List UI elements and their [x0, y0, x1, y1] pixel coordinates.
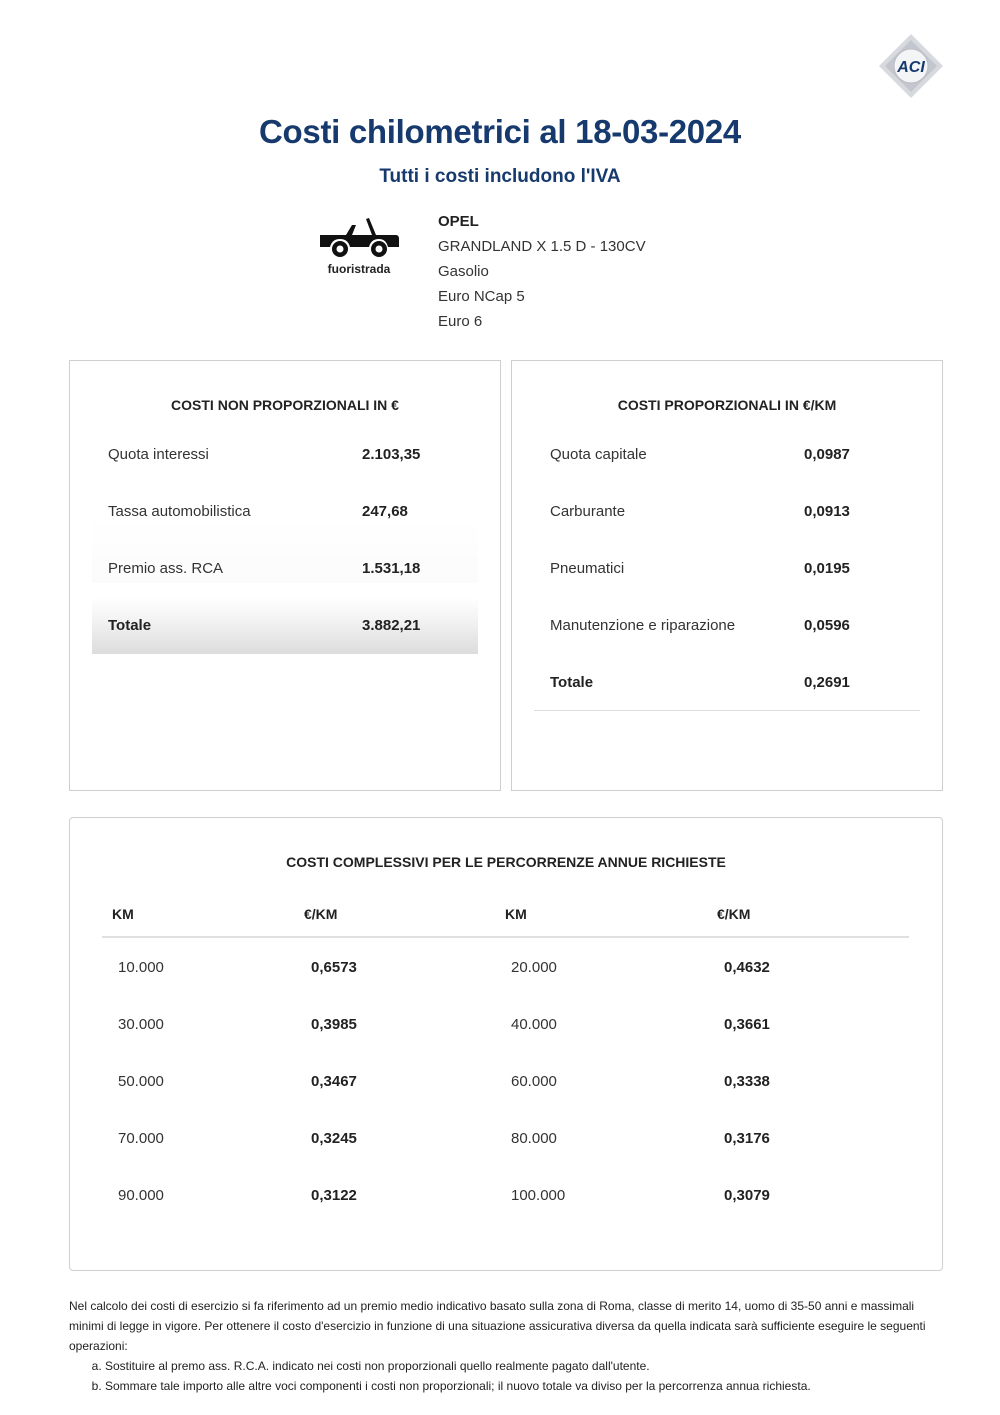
cost-label: Manutenzione e riparazione: [550, 617, 736, 634]
column-header-km: KM: [112, 906, 134, 922]
km-cell: 80.000: [511, 1130, 557, 1147]
km-cell: 10.000: [118, 959, 164, 976]
cost-label: Quota interessi: [108, 446, 209, 463]
aci-logo: [878, 33, 944, 99]
cost-label: Pneumatici: [550, 560, 625, 577]
total-label: Totale: [108, 617, 152, 634]
footnote-steps: [69, 1356, 943, 1396]
non-proportional-costs-panel: [69, 360, 501, 791]
total-row: [534, 654, 920, 711]
cost-row: [534, 597, 920, 654]
cost-cell: 0,3122: [311, 1187, 357, 1204]
page-subtitle: Tutti i costi includono l'IVA: [379, 166, 621, 187]
cost-value: 1.531,18: [362, 560, 421, 577]
km-cell: 30.000: [118, 1016, 164, 1033]
km-cell: 20.000: [511, 959, 557, 976]
cost-value: 0,0596: [804, 617, 850, 634]
km-cell: 50.000: [118, 1073, 164, 1090]
cost-cell: 0,3176: [724, 1130, 770, 1147]
vehicle-emission-class: Euro 6: [438, 313, 483, 330]
total-label: Totale: [550, 674, 594, 691]
cost-value: 0,0913: [804, 503, 850, 520]
cost-cell: 0,4632: [724, 959, 770, 976]
cost-value: 0,0987: [804, 446, 850, 463]
cost-row: [534, 540, 920, 597]
vehicle-info: [438, 212, 646, 337]
footnote-intro: Nel calcolo dei costi di esercizio si fa riferimento ad un premio medio indicativo basato sulla zona di Roma, classe di merito 14, uomo di 35-50 anni e massimali minimi di legge in vigore. Per ottenere il costo d'esercizio in funzione di una situazione assicurativa diversa da quella indicata sarà sufficiente eseguire le seguenti operazioni:: [69, 1299, 926, 1353]
km-cell: 40.000: [511, 1016, 557, 1033]
cost-cell: 0,6573: [311, 959, 357, 976]
cost-cell: 0,3661: [724, 1016, 770, 1033]
vehicle-fuel: Gasolio: [438, 263, 489, 280]
aci-logo-text: ACI: [897, 59, 925, 76]
cost-label: Premio ass. RCA: [108, 560, 224, 577]
page-title: Costi chilometrici al 18-03-2024: [259, 113, 741, 150]
table-row: [70, 1167, 942, 1224]
column-header-cost: €/KM: [717, 906, 751, 922]
footnote-step: a. Sostituire al premo ass. R.C.A. indicato nei costi non proporzionali quello realmente pagato dall'utente.: [105, 1356, 943, 1376]
divider: [534, 710, 920, 711]
km-cell: 90.000: [118, 1187, 164, 1204]
vehicle-model: GRANDLAND X 1.5 D - 130CV: [438, 238, 646, 255]
km-cell: 100.000: [511, 1187, 566, 1204]
cost-row: [534, 426, 920, 483]
cost-value: 2.103,35: [362, 446, 421, 463]
proportional-costs-panel: [511, 360, 943, 791]
footnote-step: b. Sommare tale importo alle altre voci componenti i costi non proporzionali; il nuovo totale va diviso per la percorrenza annua richiesta.: [105, 1376, 943, 1396]
panel-title: COSTI COMPLESSIVI PER LE PERCORRENZE ANNUE RICHIESTE: [286, 854, 726, 870]
cost-label: Carburante: [550, 503, 626, 520]
cost-row: [92, 426, 478, 483]
column-header-km: KM: [505, 906, 527, 922]
panel-title: COSTI NON PROPORZIONALI IN €: [171, 397, 399, 413]
overall-costs-panel: [69, 817, 943, 1271]
cost-row: [92, 540, 478, 597]
total-value: 0,2691: [804, 674, 850, 691]
vehicle-type-label: fuoristrada: [327, 262, 391, 276]
vehicle-brand: OPEL: [438, 213, 479, 230]
cost-row: [92, 483, 478, 540]
cost-cell: 0,3985: [311, 1016, 357, 1033]
panel-title: COSTI PROPORZIONALI IN €/KM: [617, 397, 837, 413]
table-row: [70, 996, 942, 1053]
table-row: [70, 1110, 942, 1167]
cost-label: Quota capitale: [550, 446, 647, 463]
total-value: 3.882,21: [362, 617, 421, 634]
km-cell: 70.000: [118, 1130, 164, 1147]
cost-value: 0,0195: [804, 560, 850, 577]
cost-cell: 0,3338: [724, 1073, 770, 1090]
header-divider: [102, 936, 909, 938]
table-row: [70, 939, 942, 996]
km-cell: 60.000: [511, 1073, 557, 1090]
cost-cell: 0,3245: [311, 1130, 357, 1147]
cost-label: Tassa automobilistica: [108, 503, 251, 520]
total-row: [92, 597, 478, 654]
cost-value: 247,68: [362, 503, 408, 520]
cost-row: [534, 483, 920, 540]
column-header-cost: €/KM: [304, 906, 338, 922]
footnotes: [69, 1296, 943, 1393]
vehicle-ncap: Euro NCap 5: [438, 288, 525, 305]
table-row: [70, 1053, 942, 1110]
cost-cell: 0,3079: [724, 1187, 770, 1204]
cost-cell: 0,3467: [311, 1073, 357, 1090]
